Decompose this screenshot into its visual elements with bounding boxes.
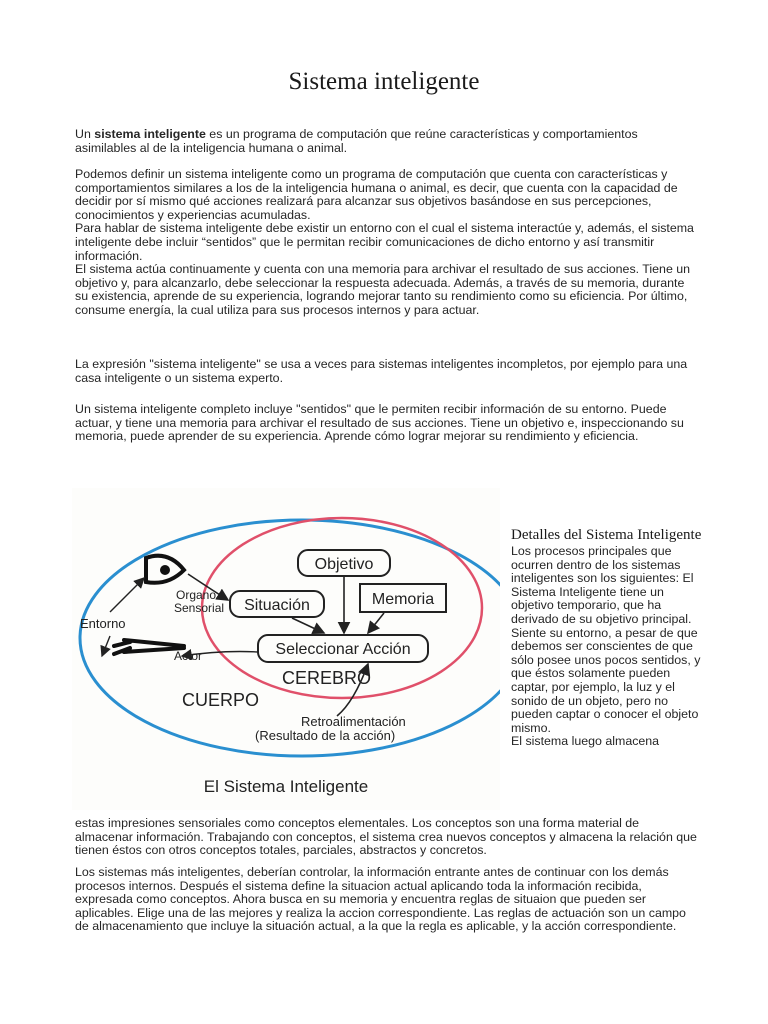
paragraph-expression-text: La expresión "sistema inteligente" se usa a veces para sistemas inteligentes incompletos, por ejemplo para una casa inteligente o un sistema experto. [75, 357, 688, 385]
paragraph-memory: El sistema actúa continuamente y cuenta con una memoria para archivar el resultado de sus acciones. Tiene un objetivo y, para alcanzarlo, debe seleccionar la respuesta adecuada. Además, a través de su memoria, durante su existencia, aprende de su experiencia, logrando mejorar tanto su rendimiento como su eficiencia. Por último, consume energía, la cual utiliza para sus procesos internos y para actuar. [75, 262, 691, 317]
memoria-label: Memoria [371, 591, 435, 608]
paragraph-definition: Podemos definir un sistema inteligente como un programa de computación que cuenta con características y comportamientos similares a los de la inteligencia humana o animal, es decir, que cuenta con la capacidad de decidir por sí mismo qué acciones realizará para alcanzar sus objetivos basándose en sus percepciones, conocimientos y experiencias acumuladas. [75, 167, 678, 222]
arrow-entorno-actor [102, 636, 110, 656]
arrow-entorno-eye [110, 578, 144, 612]
page-title: Sistema inteligente [288, 68, 480, 95]
paragraph-concepts-text: estas impresiones sensoriales como conceptos elementales. Los conceptos son una forma material de almacenar información. Trabajando con conceptos, el sistema crea nuevos conceptos y almacena la relación que tienen éstos con otros conceptos totales, parciales, abstractos y concretos. [75, 816, 697, 858]
system-diagram [72, 488, 500, 810]
cuerpo-label: CUERPO [182, 690, 260, 710]
paragraph-expression [75, 358, 700, 385]
paragraph-processes-text: Los sistemas más inteligentes, deberían controlar, la información entrante antes de continuar con los demás procesos internos. Después el sistema define la situacion actual aplicando toda la información recibida, expresada como conceptos. Ahora busca en su memoria y encuentra reglas de situaion que pueden ser aplicables. Elige una de las mejores y realiza la accion correspondiente. Las reglas de actuación son un campo de almacenamiento que incluye la situación actual, a la que la regla es aplicable, y la acción correspondiente. [75, 865, 686, 934]
details-sidebar [511, 526, 706, 749]
intro-paragraph [75, 128, 700, 155]
arrow-situacion-seleccionar [292, 618, 324, 633]
situacion-label: Situación [244, 597, 310, 614]
intro-prefix: Un [75, 127, 95, 141]
objetivo-label: Objetivo [314, 556, 374, 573]
details-text-continued: El sistema luego almacena [511, 734, 660, 749]
entorno-label: Entorno [80, 616, 126, 631]
details-text: Los procesos principales que ocurren dentro de los sistemas inteligentes son los siguientes: El Sistema Inteligente tiene un objetivo temporario, que ha derivado de su objetivo principal. Siente su entorno, a pesar de que debemos ser conscientes de que sólo posee unos pocos sentidos, y que éstos solamente pueden captar, por ejemplo, la luz y el sonido de un objeto, pero no pueden captar o conocer el objeto mismo. [511, 544, 701, 735]
paragraph-complete-system-text: Un sistema inteligente completo incluye "sentidos" que le permiten recibir información de su entorno. Puede actuar, y tiene una memoria para archivar el resultado de sus acciones. Tiene un objetivo e, inspeccionando su memoria, puede aprender de su experiencia. Aprende cómo lograr mejorar su rendimiento y eficiencia. [75, 402, 684, 444]
paragraph-complete-system [75, 403, 700, 444]
actor-label: Actor [174, 649, 203, 663]
paragraph-processes [75, 866, 700, 934]
body-ellipse [80, 520, 500, 756]
retro-label-2: (Resultado de la acción) [255, 728, 396, 743]
organo-label-1: Organo [176, 588, 217, 602]
paragraph-concepts [75, 817, 700, 858]
paragraph-environment: Para hablar de sistema inteligente debe existir un entorno con el cual el sistema interactúe y, además, el sistema inteligente debe incluir “sentidos” que le permitan recibir comunicaciones de dicho entorno y así transmitir información. [75, 221, 694, 263]
retro-label-1: Retroalimentación [301, 714, 406, 729]
intro-bold-term: sistema inteligente [94, 127, 206, 141]
definition-paragraph [75, 168, 700, 318]
seleccionar-label: Seleccionar Acción [275, 641, 411, 658]
intro-rest: es un programa de computación que reúne características y comportamientos asimilables al de la inteligencia humana o animal. [75, 127, 638, 155]
details-heading: Detalles del Sistema Inteligente [511, 527, 702, 543]
cerebro-label: CEREBRO [282, 668, 372, 688]
organo-label-2: Sensorial [174, 601, 225, 615]
diagram-caption: El Sistema Inteligente [203, 777, 369, 796]
arrow-memoria-seleccionar [368, 613, 384, 633]
system-diagram-svg [72, 488, 500, 810]
